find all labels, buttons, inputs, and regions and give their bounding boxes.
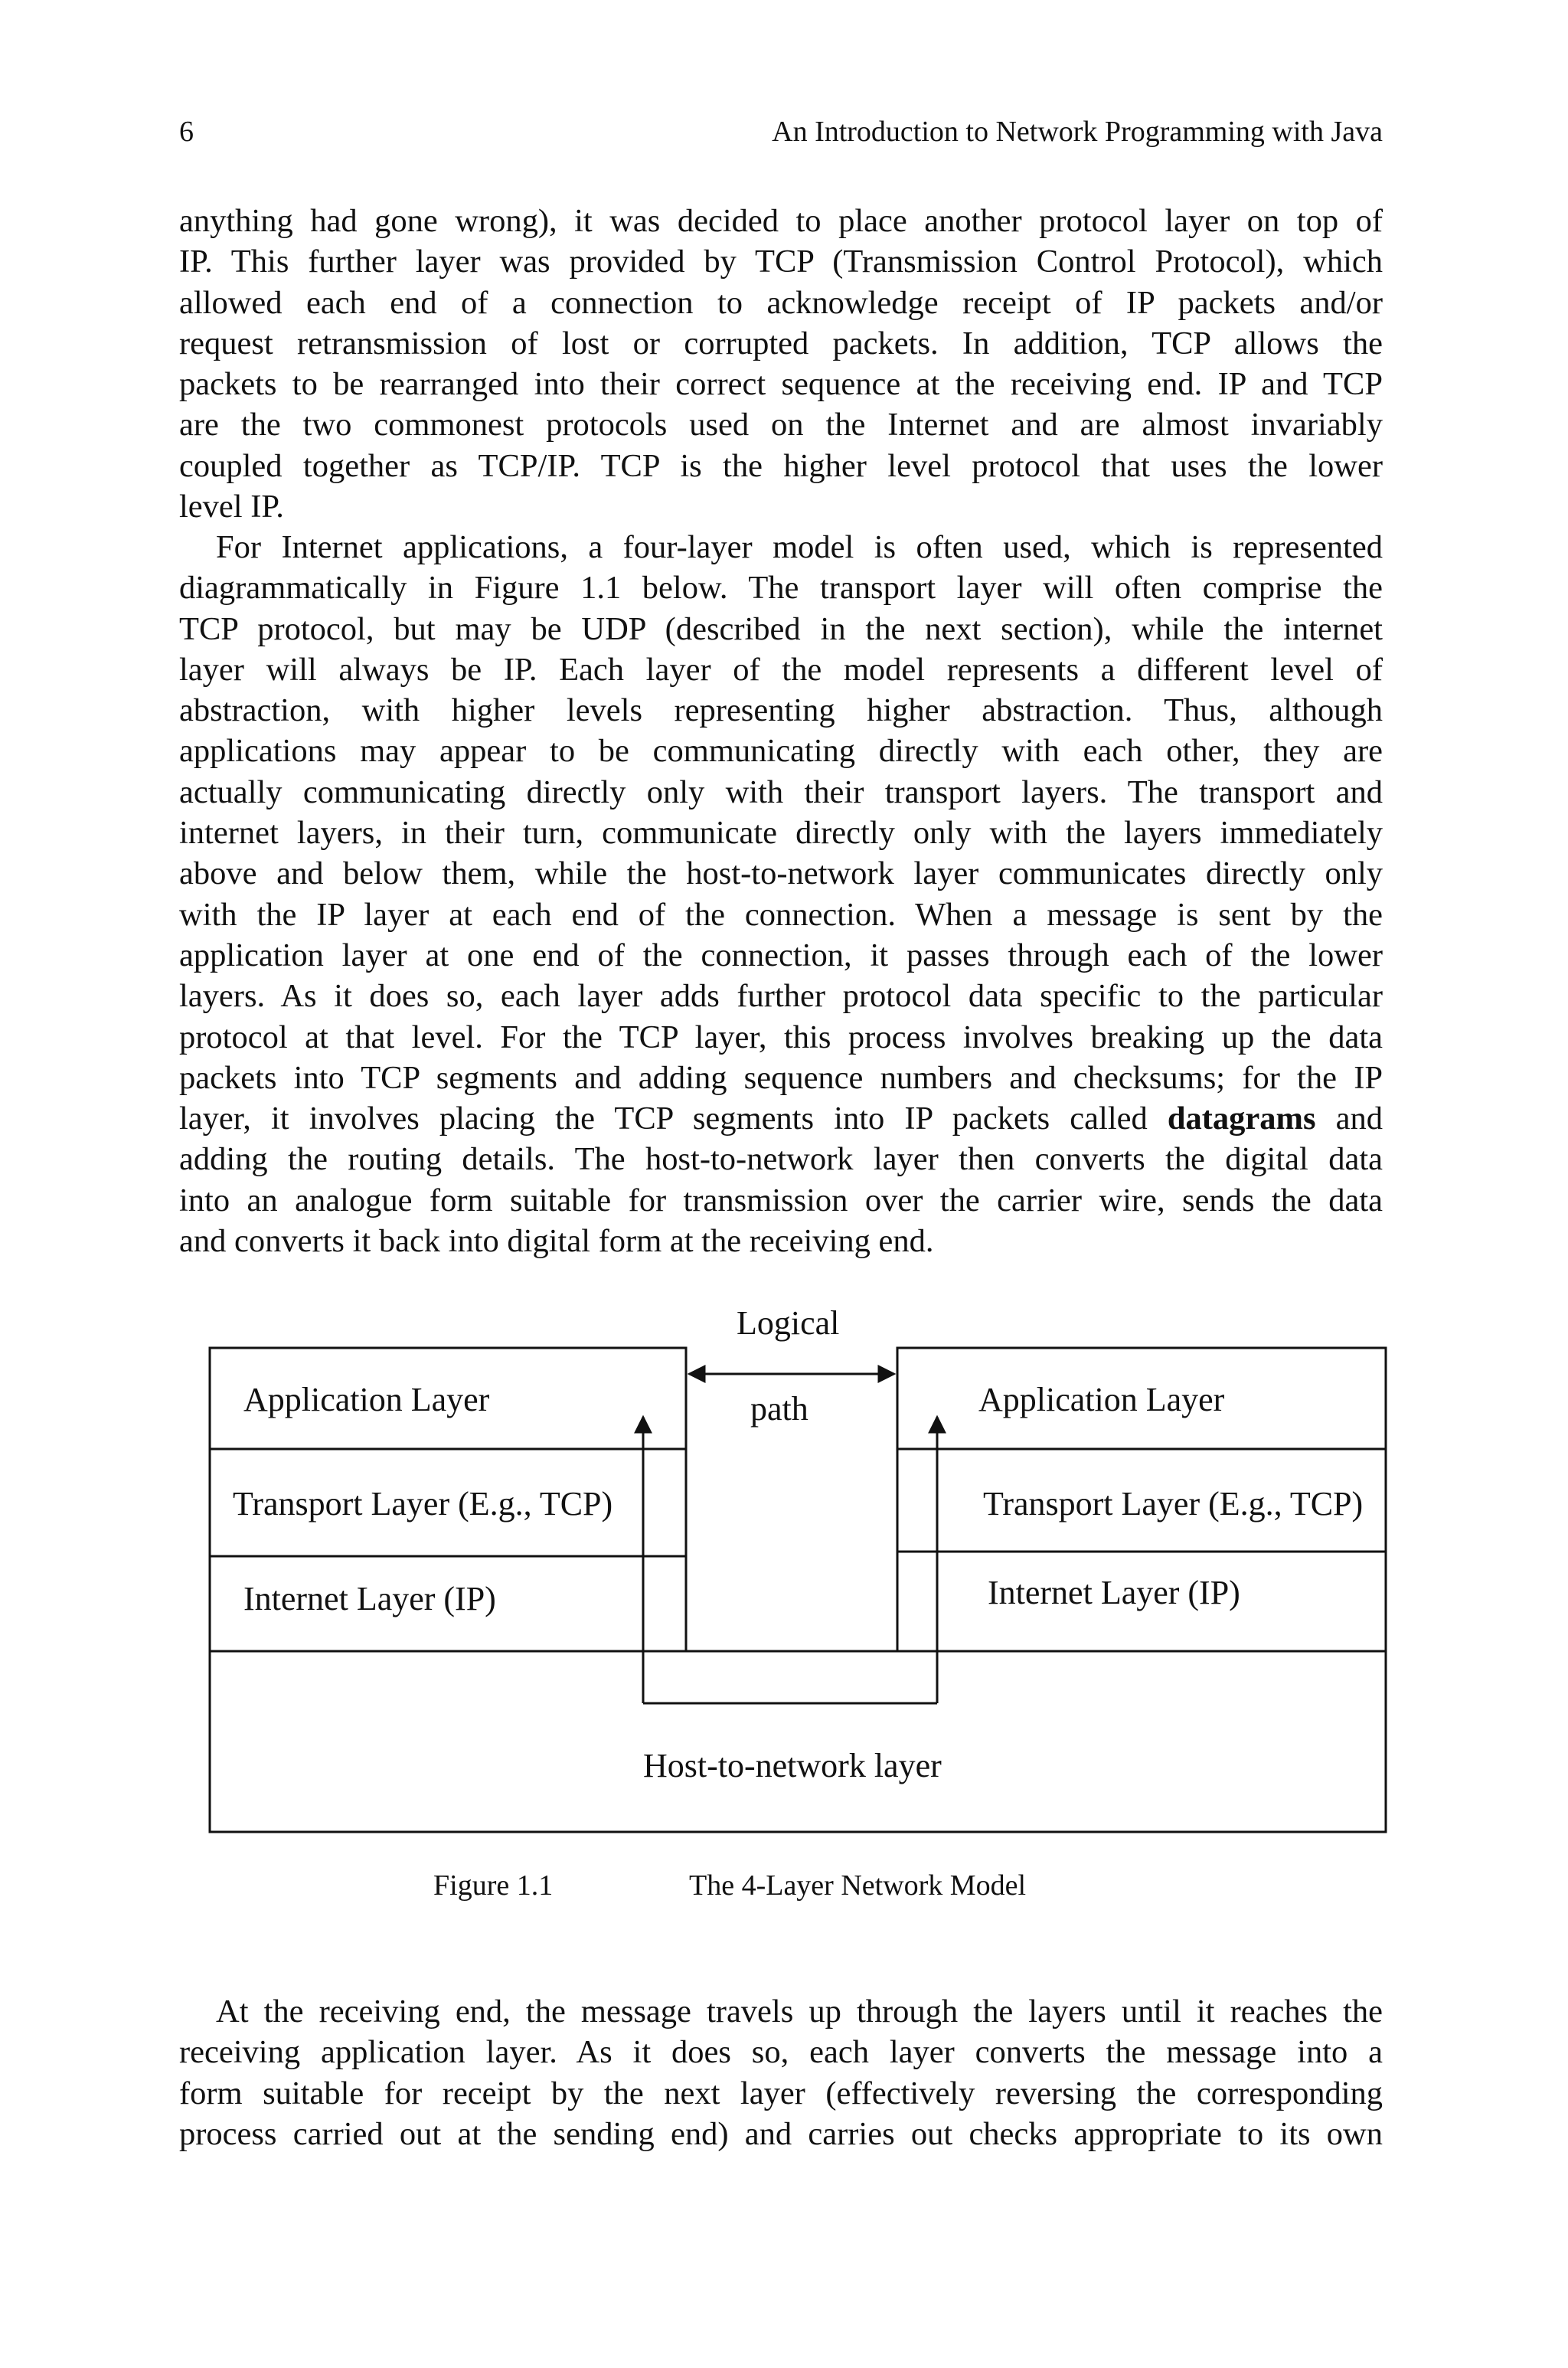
logical-label: Logical — [737, 1304, 840, 1342]
page-number: 6 — [179, 116, 194, 148]
text-line: protocol at that level. For the TCP layer, this process involves breaking up the data — [179, 1019, 1383, 1055]
text-line: TCP protocol, but may be UDP (described in the next section), while the internet — [179, 610, 1383, 647]
text-line: above and below them, while the host-to-network layer communicates directly only — [179, 855, 1383, 892]
figure-caption-number: Figure 1.1 — [433, 1869, 554, 1902]
left-transport-label: Transport Layer (E.g., TCP) — [233, 1485, 613, 1523]
left-application-label: Application Layer — [243, 1381, 490, 1418]
text-line: request retransmission of lost or corrupted packets. In addition, TCP allows the — [179, 325, 1383, 361]
line-text: layer, it involves placing the TCP segments into IP packets called — [179, 1101, 1148, 1137]
figure-caption-title: The 4-Layer Network Model — [689, 1869, 1027, 1902]
text-line: form suitable for receipt by the next layer (effectively reversing the corresponding — [179, 2075, 1383, 2111]
text-line: internet layers, in their turn, communicate directly only with the layers immediately — [179, 815, 1383, 852]
paragraph-3 — [179, 1991, 1383, 2154]
text-line: actually communicating directly only with their transport layers. The transport and — [179, 774, 1383, 810]
line-text: and — [1335, 1101, 1383, 1137]
text-line: into an analogue form suitable for transmission over the carrier wire, sends the data — [179, 1182, 1383, 1218]
text-line: abstraction, with higher levels representing higher abstraction. Thus, although — [179, 692, 1383, 729]
host-layer-box — [210, 1651, 1386, 1832]
running-title: An Introduction to Network Programming with Java — [772, 116, 1383, 148]
text-line: layer will always be IP. Each layer of the model represents a different level of — [179, 651, 1383, 688]
text-line: adding the routing details. The host-to-network layer then converts the digital data — [179, 1141, 1383, 1178]
text-line: with the IP layer at each end of the connection. When a message is sent by the — [179, 896, 1383, 933]
right-transport-label: Transport Layer (E.g., TCP) — [983, 1485, 1364, 1523]
text-line: receiving application layer. As it does so, each layer converts the message into a — [179, 2034, 1383, 2071]
text-line: layers. As it does so, each layer adds further protocol data specific to the particular — [179, 978, 1383, 1015]
right-application-label: Application Layer — [978, 1381, 1225, 1418]
text-line: allowed each end of a connection to acknowledge receipt of IP packets and/or — [179, 284, 1383, 321]
bold-term: datagrams — [1167, 1101, 1316, 1137]
text-line: level IP. — [179, 489, 284, 525]
host-layer-label: Host-to-network layer — [643, 1747, 942, 1784]
text-line: packets to be rearranged into their correct sequence at the receiving end. IP and TCP — [179, 366, 1383, 403]
right-internet-label: Internet Layer (IP) — [988, 1574, 1240, 1611]
text-line: anything had gone wrong), it was decided to place another protocol layer on top of — [179, 203, 1383, 239]
text-line: process carried out at the sending end) and carries out checks appropriate to its own — [179, 2115, 1383, 2152]
text-line: IP. This further layer was provided by TCP (Transmission Control Protocol), which — [179, 244, 1383, 280]
text-line: coupled together as TCP/IP. TCP is the higher level protocol that uses the lower — [179, 447, 1383, 484]
text-line: diagrammatically in Figure 1.1 below. The transport layer will often comprise the — [179, 570, 1383, 607]
text-line: are the two commonest protocols used on the Internet and are almost invariably — [179, 407, 1383, 443]
text-line: and converts it back into digital form at the receiving end. — [179, 1223, 934, 1260]
text-line: application layer at one end of the connection, it passes through each of the lower — [179, 937, 1383, 973]
text-line: For Internet applications, a four-layer model is often used, which is represented — [216, 529, 1383, 565]
text-line: applications may appear to be communicating directly with each other, they are — [179, 733, 1383, 770]
left-internet-label: Internet Layer (IP) — [243, 1580, 496, 1617]
text-line: packets into TCP segments and adding sequence numbers and checksums; for the IP — [179, 1059, 1383, 1096]
text-line: At the receiving end, the message travels up through the layers until it reaches the — [216, 1994, 1383, 2029]
path-label: path — [750, 1390, 808, 1428]
